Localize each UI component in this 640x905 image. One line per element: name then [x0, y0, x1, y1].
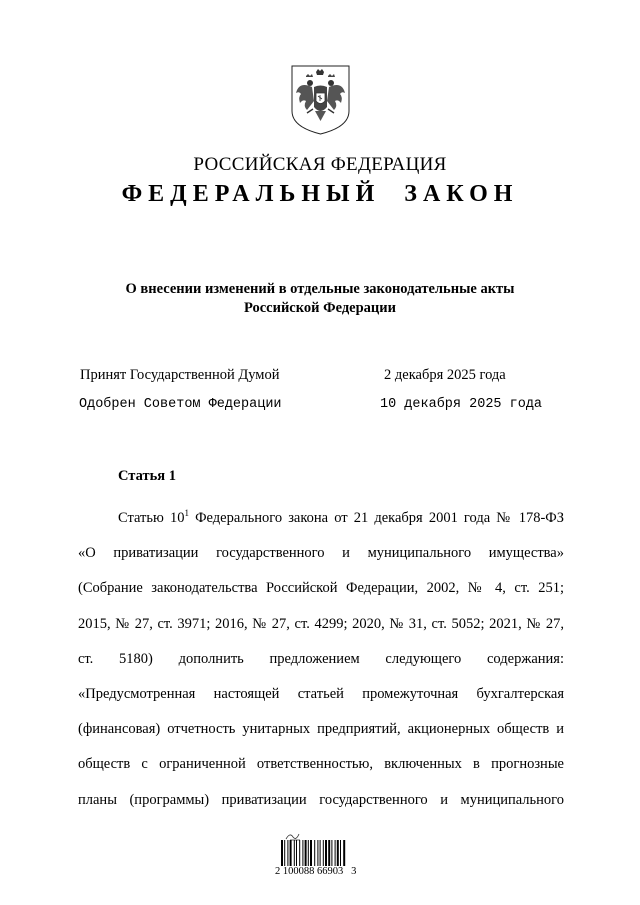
article-line: планы (программы) приватизации государственного и муниципального	[78, 791, 564, 808]
article-superscript: 1	[184, 508, 189, 518]
article-line: (финансовая) отчетность унитарных предприятий, акционерных обществ и	[78, 721, 564, 738]
article-line: ст. 5180) дополнить предложением следующего содержания:	[78, 650, 564, 667]
barcode	[281, 840, 373, 866]
duma-adoption-label: Принят Государственной Думой	[80, 367, 280, 383]
article-line-text: Статью 10	[118, 510, 185, 526]
article-line: обществ с ограниченной ответственностью, включенных в прогнозные	[78, 756, 564, 773]
barcode-number: 2 100088 66903 3	[275, 866, 357, 877]
article-line: 2015, № 27, ст. 3971; 2016, № 27, ст. 4299; 2020, № 31, ст. 5052; 2021, № 27,	[78, 615, 564, 632]
council-approval-date: 10 декабря 2025 года	[380, 397, 543, 412]
article-line: «О приватизации государственного и муниципального имущества»	[78, 545, 564, 562]
duma-adoption-date: 2 декабря 2025 года	[384, 367, 506, 383]
article-line: (Собрание законодательства Российской Федерации, 2002, № 4, ст. 251;	[78, 580, 564, 597]
article-line	[78, 501, 564, 536]
article-title: Статья 1	[118, 468, 176, 484]
article-line-text: Федерального закона от 21 декабря 2001 года № 178-ФЗ	[188, 510, 564, 526]
article-body	[78, 501, 564, 818]
council-approval-label: Одобрен Советом Федерации	[79, 397, 282, 412]
subject-line-2: Российской Федерации	[243, 300, 396, 316]
coat-of-arms-emblem	[289, 63, 352, 136]
law-subject	[0, 280, 640, 318]
country-heading: РОССИЙСКАЯ ФЕДЕРАЦИЯ	[193, 154, 447, 175]
article-line: «Предусмотренная настоящей статьей промежуточная бухгалтерская	[78, 685, 564, 702]
document-type-heading: ФЕДЕРАЛЬНЫЙ ЗАКОН	[121, 181, 519, 207]
subject-line-1: О внесении изменений в отдельные законодательные акты	[125, 281, 515, 297]
